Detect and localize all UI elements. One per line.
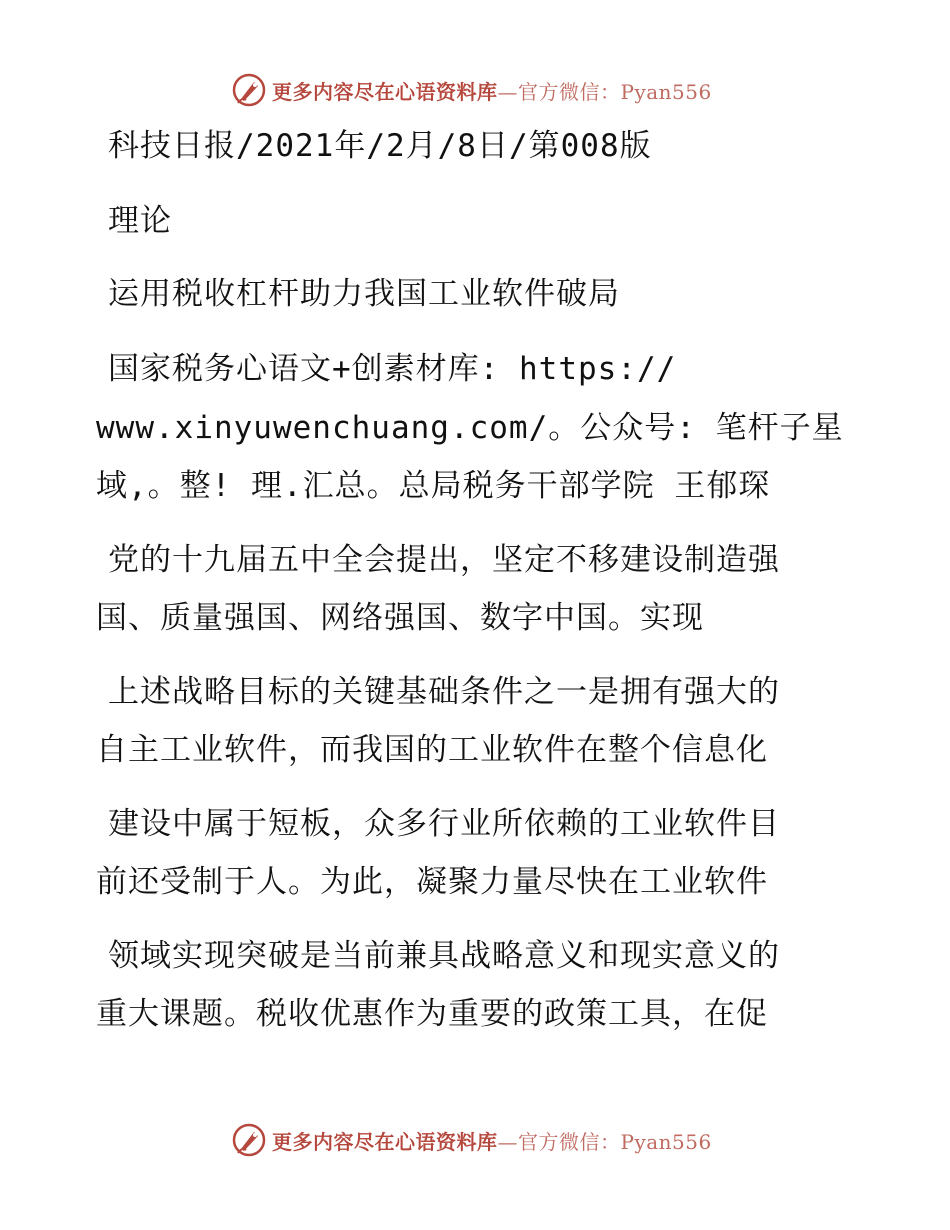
- watermark-text: 更多内容尽在心语资料库—官方微信：Pyan556: [272, 1129, 712, 1154]
- pen-nib-logo-icon: [232, 73, 266, 107]
- watermark-text: 更多内容尽在心语资料库—官方微信：Pyan556: [272, 79, 712, 104]
- article-title: 运用税收杠杆助力我国工业软件破局: [108, 276, 620, 312]
- body-line-7: 领域实现突破是当前兼具战略意义和现实意义的: [108, 938, 780, 974]
- body-line-5: 建设中属于短板，众多行业所依赖的工业软件目: [108, 806, 780, 842]
- source-line-2: www.xinyuwenchuang.com/。公众号: 笔杆子星: [96, 410, 844, 446]
- watermark-banner-bottom: [232, 1122, 712, 1158]
- pen-nib-logo-icon: [232, 1123, 266, 1157]
- body-line-8: 重大课题。税收优惠作为重要的政策工具，在促: [96, 996, 768, 1032]
- masthead-line: 科技日报/2021年/2月/8日/第008版: [108, 128, 652, 164]
- source-line-3: 域,。整! 理.汇总。总局税务干部学院 王郁琛: [96, 468, 771, 504]
- body-line-2: 国、质量强国、网络强国、数字中国。实现: [96, 600, 704, 636]
- body-line-3: 上述战略目标的关键基础条件之一是拥有强大的: [108, 674, 780, 710]
- watermark-banner-top: [232, 72, 712, 108]
- source-line-1: 国家税务心语文+创素材库: https://: [108, 351, 677, 387]
- body-line-4: 自主工业软件，而我国的工业软件在整个信息化: [96, 732, 768, 768]
- body-line-1: 党的十九届五中全会提出，坚定不移建设制造强: [108, 542, 780, 578]
- section-label: 理论: [108, 203, 172, 239]
- body-line-6: 前还受制于人。为此，凝聚力量尽快在工业软件: [96, 864, 768, 900]
